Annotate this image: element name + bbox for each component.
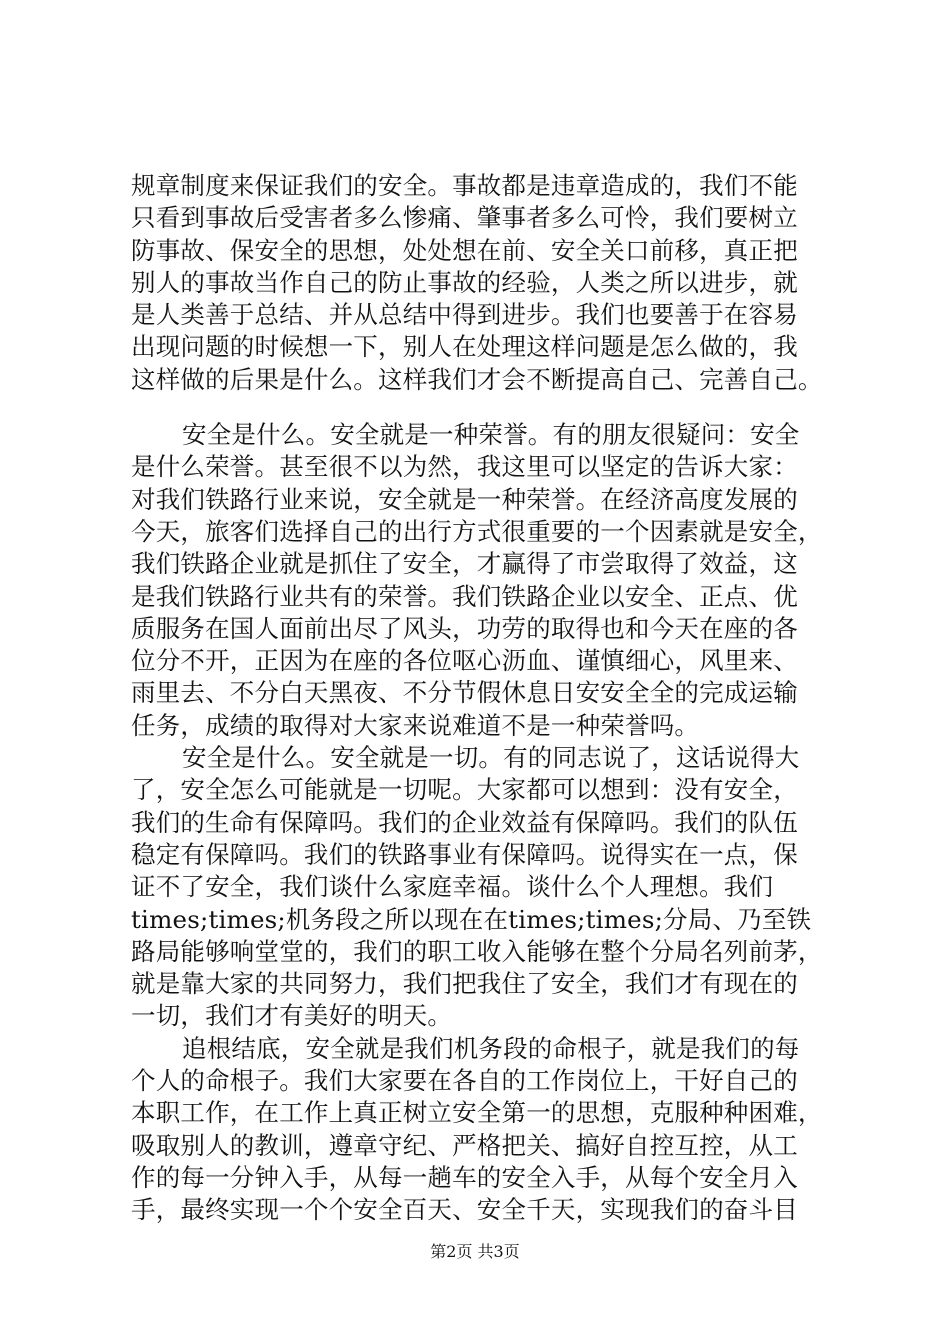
paragraph-line: 我们铁路企业就是抓住了安全，才赢得了市尝取得了效益，这 (131, 549, 798, 579)
paragraph-2 (131, 419, 835, 742)
paragraph-line: 安全是什么。安全就是一种荣誉。有的朋友很疑问：安全 (182, 420, 800, 450)
paragraph-line: 个人的命根子。我们大家要在各自的工作岗位上，干好自己的 (131, 1066, 798, 1096)
paragraph-line: 证不了安全，我们谈什么家庭幸福。谈什么个人理想。我们 (131, 872, 774, 902)
document-body (131, 170, 835, 1227)
paragraph-spacer (131, 396, 835, 419)
paragraph-line: 就是靠大家的共同努力，我们把我住了安全，我们才有现在的 (131, 969, 798, 999)
paragraph-line: 位分不开，正因为在座的各位呕心沥血、谨慎细心，风里来、 (131, 646, 798, 676)
paragraph-3 (131, 742, 835, 1033)
paragraph-line: 雨里去、不分白天黑夜、不分节假休息日安安全全的完成运输 (131, 678, 798, 708)
paragraph-line: 质服务在国人面前出尽了风头，功劳的取得也和今天在座的各 (131, 613, 798, 643)
paragraph-line: 别人的事故当作自己的防止事故的经验，人类之所以进步，就 (131, 267, 798, 297)
paragraph-4 (131, 1033, 835, 1227)
paragraph-line: 路局能够响堂堂的，我们的职工收入能够在整个分局名列前茅， (131, 936, 823, 966)
page-number-footer: 第2页 共3页 (430, 1242, 520, 1261)
paragraph-line: 了，安全怎么可能就是一切呢。大家都可以想到：没有安全， (131, 775, 798, 805)
paragraph-line: 规章制度来保证我们的安全。事故都是违章造成的，我们不能 (131, 171, 798, 200)
paragraph-line: 作的每一分钟入手，从每一趟车的安全入手，从每个安全月入 (131, 1162, 798, 1192)
paragraph-line: 追根结底，安全就是我们机务段的命根子，就是我们的每 (182, 1033, 800, 1063)
paragraph-line: 只看到事故后受害者多么惨痛、肇事者多么可怜，我们要树立 (131, 203, 798, 233)
paragraph-line: 稳定有保障吗。我们的铁路事业有保障吗。说得实在一点，保 (131, 839, 798, 869)
paragraph-line: 是什么荣誉。甚至很不以为然，我这里可以坚定的告诉大家： (131, 452, 798, 482)
paragraph-line: 我们的生命有保障吗。我们的企业效益有保障吗。我们的队伍 (131, 807, 798, 837)
paragraph-line: 是我们铁路行业共有的荣誉。我们铁路企业以安全、正点、优 (131, 581, 798, 611)
paragraph-line: 任务，成绩的取得对大家来说难道不是一种荣誉吗。 (131, 710, 700, 740)
paragraph-line: 手，最终实现一个个安全百天、安全千天，实现我们的奋斗目 (131, 1195, 798, 1225)
paragraph-line: 是人类善于总结、并从总结中得到进步。我们也要善于在容易 (131, 300, 798, 330)
paragraph-line: 一切，我们才有美好的明天。 (131, 1001, 453, 1031)
paragraph-line: 安全是什么。安全就是一切。有的同志说了，这话说得大 (182, 743, 800, 773)
paragraph-line: 吸取别人的教训，遵章守纪、严格把关、搞好自控互控，从工 (131, 1130, 798, 1160)
paragraph-line: 这样做的后果是什么。这样我们才会不断提高自己、完善自己。 (131, 364, 823, 394)
paragraph-line: 本职工作，在工作上真正树立安全第一的思想，克服种种困难， (131, 1098, 823, 1128)
paragraph-1 (131, 170, 835, 396)
paragraph-line: 今天，旅客们选择自己的出行方式很重要的一个因素就是安全， (131, 516, 823, 546)
paragraph-line: 防事故、保安全的思想，处处想在前、安全关口前移，真正把 (131, 235, 798, 265)
paragraph-line: times;times;机务段之所以现在在times;times;分局、乃至铁 (131, 904, 812, 934)
paragraph-line: 对我们铁路行业来说，安全就是一种荣誉。在经济高度发展的 (131, 484, 798, 514)
paragraph-line: 出现问题的时候想一下，别人在处理这样问题是怎么做的，我 (131, 332, 798, 362)
